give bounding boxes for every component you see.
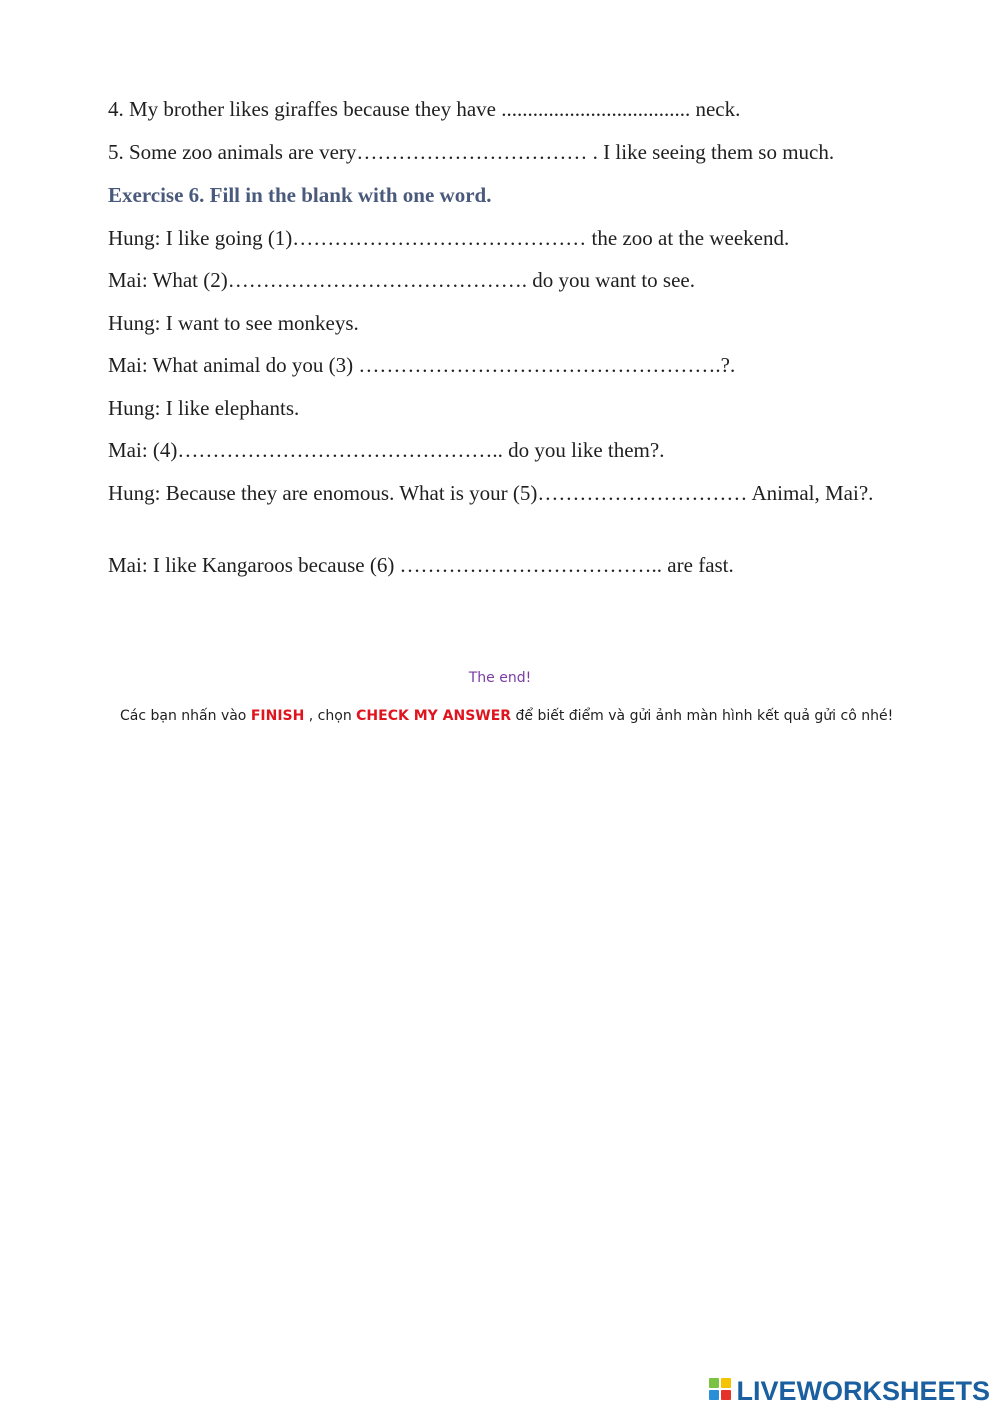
dialogue-line-7: Hung: Because they are enomous. What is your (5)………………………… Animal, Mai?. xyxy=(108,481,874,505)
question-4: 4. My brother likes giraffes because they have .................................... neck. xyxy=(108,97,741,121)
liveworksheets-logo-icon xyxy=(709,1378,733,1404)
check-my-answer-label: CHECK MY ANSWER xyxy=(356,708,512,724)
dialogue-line-4: Mai: What animal do you (3) …………………………………………….?. xyxy=(108,353,736,377)
instruction-text-1: Các bạn nhấn vào xyxy=(120,708,251,724)
the-end-text: The end! xyxy=(468,670,532,686)
finish-instruction xyxy=(120,706,940,726)
dialogue-line-8: Mai: I like Kangaroos because (6) ……………………………….. are fast. xyxy=(108,553,734,577)
dialogue-line-2: Mai: What (2)……………………………………. do you want to see. xyxy=(108,268,695,292)
liveworksheets-logo xyxy=(709,1375,990,1407)
exercise-6-heading: Exercise 6. Fill in the blank with one word. xyxy=(108,183,492,207)
instruction-text-3: để biết điểm và gửi ảnh màn hình kết quả gửi cô nhé! xyxy=(511,708,894,724)
finish-label: FINISH xyxy=(250,708,305,724)
liveworksheets-wordmark: LIVEWORKSHEETS xyxy=(736,1375,990,1406)
instruction-text-2: , chọn xyxy=(304,708,357,724)
dialogue-line-5: Hung: I like elephants. xyxy=(108,396,300,420)
question-5: 5. Some zoo animals are very…………………………… . I like seeing them so much. xyxy=(108,140,835,164)
dialogue-line-3: Hung: I want to see monkeys. xyxy=(108,311,359,335)
dialogue-line-6: Mai: (4)……………………………………….. do you like them?. xyxy=(108,438,665,462)
dialogue-line-1: Hung: I like going (1)…………………………………… the zoo at the weekend. xyxy=(108,226,790,250)
